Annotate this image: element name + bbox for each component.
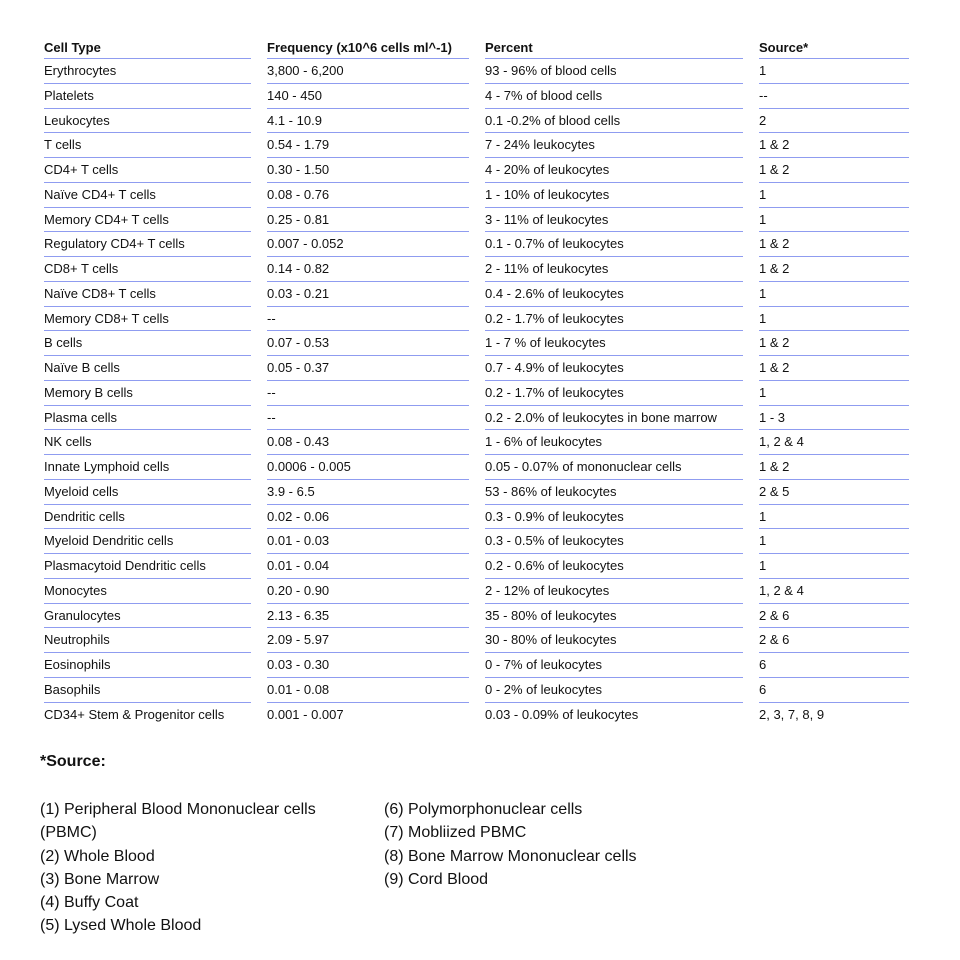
source-cell: 1 bbox=[759, 183, 909, 208]
table-row bbox=[44, 529, 918, 554]
source-cell: 1 bbox=[759, 307, 909, 332]
table-row bbox=[44, 678, 918, 703]
percent-cell: 30 - 80% of leukocytes bbox=[485, 628, 743, 653]
cell-type-cell: Innate Lymphoid cells bbox=[44, 455, 251, 480]
frequency-cell: 0.0006 - 0.005 bbox=[267, 455, 469, 480]
source-cell: 2 & 6 bbox=[759, 628, 909, 653]
frequency-cell: 0.01 - 0.04 bbox=[267, 554, 469, 579]
source-cell: 1 bbox=[759, 554, 909, 579]
percent-cell: 0.05 - 0.07% of mononuclear cells bbox=[485, 455, 743, 480]
percent-cell: 1 - 7 % of leukocytes bbox=[485, 331, 743, 356]
percent-cell: 4 - 20% of leukocytes bbox=[485, 158, 743, 183]
source-item: (PBMC) bbox=[40, 824, 97, 842]
cell-type-cell: T cells bbox=[44, 133, 251, 158]
table-row bbox=[44, 282, 918, 307]
cell-type-cell: Platelets bbox=[44, 84, 251, 109]
percent-cell: 0.2 - 0.6% of leukocytes bbox=[485, 554, 743, 579]
table-row bbox=[44, 653, 918, 678]
table-row bbox=[44, 183, 918, 208]
cell-type-cell: Plasmacytoid Dendritic cells bbox=[44, 554, 251, 579]
cell-type-cell: Erythrocytes bbox=[44, 59, 251, 84]
table-row bbox=[44, 579, 918, 604]
source-cell: 1 & 2 bbox=[759, 257, 909, 282]
cell-type-cell: Naïve CD8+ T cells bbox=[44, 282, 251, 307]
source-item: (8) Bone Marrow Mononuclear cells bbox=[384, 847, 637, 865]
source-cell: 1 & 2 bbox=[759, 331, 909, 356]
source-legend-right bbox=[384, 798, 704, 891]
cell-type-cell: NK cells bbox=[44, 430, 251, 455]
frequency-cell: 4.1 - 10.9 bbox=[267, 109, 469, 134]
source-cell: 1 & 2 bbox=[759, 133, 909, 158]
percent-cell: 0.1 - 0.7% of leukocytes bbox=[485, 232, 743, 257]
cell-type-cell: Neutrophils bbox=[44, 628, 251, 653]
frequency-cell: 0.01 - 0.03 bbox=[267, 529, 469, 554]
percent-cell: 2 - 11% of leukocytes bbox=[485, 257, 743, 282]
table-row bbox=[44, 257, 918, 282]
frequency-cell: -- bbox=[267, 307, 469, 332]
table-row bbox=[44, 307, 918, 332]
percent-cell: 0.4 - 2.6% of leukocytes bbox=[485, 282, 743, 307]
frequency-cell: 0.01 - 0.08 bbox=[267, 678, 469, 703]
cell-type-cell: Memory B cells bbox=[44, 381, 251, 406]
frequency-cell: 0.03 - 0.30 bbox=[267, 653, 469, 678]
source-cell: 1 bbox=[759, 282, 909, 307]
cell-type-cell: Leukocytes bbox=[44, 109, 251, 134]
cell-type-cell: Memory CD4+ T cells bbox=[44, 208, 251, 233]
frequency-cell: 140 - 450 bbox=[267, 84, 469, 109]
percent-cell: 0.7 - 4.9% of leukocytes bbox=[485, 356, 743, 381]
header-percent: Percent bbox=[485, 36, 743, 59]
percent-cell: 0 - 7% of leukocytes bbox=[485, 653, 743, 678]
frequency-cell: 0.20 - 0.90 bbox=[267, 579, 469, 604]
source-cell: 1 bbox=[759, 529, 909, 554]
frequency-cell: 0.08 - 0.43 bbox=[267, 430, 469, 455]
cell-type-cell: Basophils bbox=[44, 678, 251, 703]
source-cell: 1, 2 & 4 bbox=[759, 430, 909, 455]
frequency-cell: 0.05 - 0.37 bbox=[267, 356, 469, 381]
table-body bbox=[44, 59, 918, 727]
source-cell: 1 & 2 bbox=[759, 356, 909, 381]
percent-cell: 1 - 10% of leukocytes bbox=[485, 183, 743, 208]
frequency-cell: 0.03 - 0.21 bbox=[267, 282, 469, 307]
frequency-cell: 0.54 - 1.79 bbox=[267, 133, 469, 158]
source-item: (3) Bone Marrow bbox=[40, 870, 160, 888]
source-cell: 2 & 5 bbox=[759, 480, 909, 505]
source-title: *Source: bbox=[40, 753, 106, 770]
table-row bbox=[44, 455, 918, 480]
source-item: (7) Mobliized PBMC bbox=[384, 824, 527, 842]
cell-type-cell: B cells bbox=[44, 331, 251, 356]
source-cell: 6 bbox=[759, 678, 909, 703]
source-item: (9) Cord Blood bbox=[384, 870, 489, 888]
percent-cell: 7 - 24% leukocytes bbox=[485, 133, 743, 158]
table-row bbox=[44, 356, 918, 381]
percent-cell: 2 - 12% of leukocytes bbox=[485, 579, 743, 604]
source-item: (2) Whole Blood bbox=[40, 847, 155, 865]
frequency-cell: 0.25 - 0.81 bbox=[267, 208, 469, 233]
cell-type-cell: CD34+ Stem & Progenitor cells bbox=[44, 706, 225, 722]
table-row bbox=[44, 133, 918, 158]
table-row bbox=[44, 554, 918, 579]
percent-cell: 0.3 - 0.5% of leukocytes bbox=[485, 529, 743, 554]
frequency-cell: -- bbox=[267, 381, 469, 406]
table-row bbox=[44, 109, 918, 134]
table-row bbox=[44, 703, 918, 728]
table-row bbox=[44, 59, 918, 84]
percent-cell: 93 - 96% of blood cells bbox=[485, 59, 743, 84]
source-cell: 1 & 2 bbox=[759, 455, 909, 480]
percent-cell: 0.2 - 1.7% of leukocytes bbox=[485, 381, 743, 406]
cell-frequency-table bbox=[44, 36, 918, 727]
source-cell: 1 bbox=[759, 505, 909, 530]
table-row bbox=[44, 628, 918, 653]
cell-type-cell: Granulocytes bbox=[44, 604, 251, 629]
source-item: (6) Polymorphonuclear cells bbox=[384, 801, 583, 818]
percent-cell: 1 - 6% of leukocytes bbox=[485, 430, 743, 455]
frequency-cell: 0.02 - 0.06 bbox=[267, 505, 469, 530]
frequency-cell: 0.08 - 0.76 bbox=[267, 183, 469, 208]
table-row bbox=[44, 480, 918, 505]
frequency-cell: 2.09 - 5.97 bbox=[267, 628, 469, 653]
percent-cell: 4 - 7% of blood cells bbox=[485, 84, 743, 109]
cell-type-cell: Regulatory CD4+ T cells bbox=[44, 232, 251, 257]
cell-type-cell: Myeloid Dendritic cells bbox=[44, 529, 251, 554]
cell-type-cell: CD8+ T cells bbox=[44, 257, 251, 282]
percent-cell: 0.3 - 0.9% of leukocytes bbox=[485, 505, 743, 530]
source-cell: 1, 2 & 4 bbox=[759, 579, 909, 604]
cell-type-cell: Naïve B cells bbox=[44, 356, 251, 381]
table-row bbox=[44, 505, 918, 530]
source-cell: 1 & 2 bbox=[759, 232, 909, 257]
cell-type-cell: Plasma cells bbox=[44, 406, 251, 431]
source-legend-left bbox=[40, 798, 350, 938]
cell-type-cell: Dendritic cells bbox=[44, 505, 251, 530]
frequency-cell: -- bbox=[267, 406, 469, 431]
table-row bbox=[44, 84, 918, 109]
source-cell: -- bbox=[759, 84, 909, 109]
cell-type-cell: Memory CD8+ T cells bbox=[44, 307, 251, 332]
cell-type-cell: CD4+ T cells bbox=[44, 158, 251, 183]
frequency-cell: 3.9 - 6.5 bbox=[267, 480, 469, 505]
source-item: (5) Lysed Whole Blood bbox=[40, 917, 202, 935]
table-row bbox=[44, 381, 918, 406]
percent-cell: 0.2 - 1.7% of leukocytes bbox=[485, 307, 743, 332]
source-cell: 2 bbox=[759, 109, 909, 134]
percent-cell: 35 - 80% of leukocytes bbox=[485, 604, 743, 629]
cell-type-cell: Myeloid cells bbox=[44, 480, 251, 505]
header-cell-type: Cell Type bbox=[44, 36, 251, 59]
cell-type-cell: Naïve CD4+ T cells bbox=[44, 183, 251, 208]
header-source: Source* bbox=[759, 36, 909, 59]
source-cell: 2 & 6 bbox=[759, 604, 909, 629]
source-cell: 1 bbox=[759, 59, 909, 84]
table-row bbox=[44, 158, 918, 183]
source-cell: 1 bbox=[759, 208, 909, 233]
source-cell: 1 & 2 bbox=[759, 158, 909, 183]
frequency-cell: 3,800 - 6,200 bbox=[267, 59, 469, 84]
table-row bbox=[44, 604, 918, 629]
table-row bbox=[44, 406, 918, 431]
table-row bbox=[44, 331, 918, 356]
cell-type-cell: Monocytes bbox=[44, 579, 251, 604]
percent-cell: 0.03 - 0.09% of leukocytes bbox=[485, 706, 639, 722]
table-row bbox=[44, 208, 918, 233]
percent-cell: 0.1 -0.2% of blood cells bbox=[485, 109, 743, 134]
header-frequency: Frequency (x10^6 cells ml^-1) bbox=[267, 36, 469, 59]
cell-type-cell: Eosinophils bbox=[44, 653, 251, 678]
source-cell: 6 bbox=[759, 653, 909, 678]
frequency-cell: 2.13 - 6.35 bbox=[267, 604, 469, 629]
source-cell: 1 - 3 bbox=[759, 406, 909, 431]
frequency-cell: 0.30 - 1.50 bbox=[267, 158, 469, 183]
table-row bbox=[44, 232, 918, 257]
source-cell: 2, 3, 7, 8, 9 bbox=[759, 706, 825, 722]
percent-cell: 53 - 86% of leukocytes bbox=[485, 480, 743, 505]
table-header-row bbox=[44, 36, 918, 59]
source-item: (1) Peripheral Blood Mononuclear cells bbox=[40, 801, 316, 818]
source-cell: 1 bbox=[759, 381, 909, 406]
source-item: (4) Buffy Coat bbox=[40, 894, 139, 912]
percent-cell: 0.2 - 2.0% of leukocytes in bone marrow bbox=[485, 406, 743, 431]
percent-cell: 3 - 11% of leukocytes bbox=[485, 208, 743, 233]
frequency-cell: 0.007 - 0.052 bbox=[267, 232, 469, 257]
table-row bbox=[44, 430, 918, 455]
percent-cell: 0 - 2% of leukocytes bbox=[485, 678, 743, 703]
frequency-cell: 0.07 - 0.53 bbox=[267, 331, 469, 356]
frequency-cell: 0.14 - 0.82 bbox=[267, 257, 469, 282]
frequency-cell: 0.001 - 0.007 bbox=[267, 706, 344, 722]
